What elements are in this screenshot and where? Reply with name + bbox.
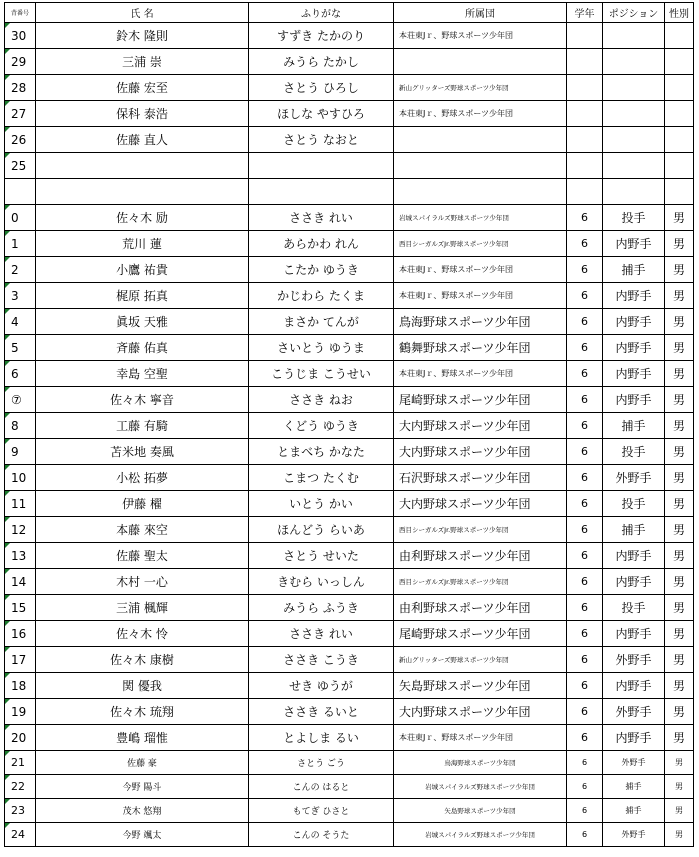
cell-position[interactable] bbox=[603, 101, 665, 127]
cell-name[interactable]: 三浦 楓輝 bbox=[36, 595, 249, 621]
cell-note-marker bbox=[5, 23, 10, 28]
cell-number[interactable]: 8 bbox=[5, 413, 36, 439]
cell-gender[interactable]: 男 bbox=[665, 823, 694, 847]
header-grade: 学年 bbox=[567, 3, 603, 23]
cell-team[interactable]: 本荘東Jｒ、野球スポーツ少年団 bbox=[394, 101, 567, 127]
cell-gender[interactable]: 男 bbox=[665, 543, 694, 569]
cell-team[interactable]: 本荘東Jｒ、野球スポーツ少年団 bbox=[394, 23, 567, 49]
cell-gender[interactable]: 男 bbox=[665, 569, 694, 595]
cell-name[interactable]: 斉藤 佑真 bbox=[36, 335, 249, 361]
cell-team[interactable]: 本荘東Jｒ、野球スポーツ少年団 bbox=[394, 257, 567, 283]
cell-position[interactable]: 捕手 bbox=[603, 257, 665, 283]
cell-grade[interactable]: 6 bbox=[567, 205, 603, 231]
cell-team[interactable]: 尾崎野球スポーツ少年団 bbox=[394, 387, 567, 413]
cell-grade[interactable]: 6 bbox=[567, 543, 603, 569]
cell-grade[interactable]: 6 bbox=[567, 361, 603, 387]
cell-name[interactable]: 幸島 空聖 bbox=[36, 361, 249, 387]
cell-note-marker bbox=[5, 361, 10, 366]
cell-team[interactable]: 本荘東Jｒ、野球スポーツ少年団 bbox=[394, 361, 567, 387]
cell-kana[interactable]: こうじま こうせい bbox=[249, 361, 394, 387]
cell-position[interactable]: 外野手 bbox=[603, 465, 665, 491]
cell-grade[interactable] bbox=[567, 153, 603, 179]
cell-name[interactable]: 本藤 來空 bbox=[36, 517, 249, 543]
cell-name[interactable]: 小松 拓夢 bbox=[36, 465, 249, 491]
cell-gender[interactable]: 男 bbox=[665, 647, 694, 673]
table-row bbox=[5, 517, 694, 543]
cell-number[interactable]: 3 bbox=[5, 283, 36, 309]
table-row bbox=[5, 413, 694, 439]
cell-name[interactable]: 三浦 崇 bbox=[36, 49, 249, 75]
cell-team[interactable] bbox=[394, 153, 567, 179]
cell-position[interactable]: 内野手 bbox=[603, 569, 665, 595]
cell-number[interactable]: 24 bbox=[5, 823, 36, 847]
cell-position[interactable] bbox=[603, 49, 665, 75]
cell-grade[interactable]: 6 bbox=[567, 465, 603, 491]
cell-gender[interactable] bbox=[665, 49, 694, 75]
table-row bbox=[5, 647, 694, 673]
cell-team[interactable]: 石沢野球スポーツ少年団 bbox=[394, 465, 567, 491]
cell-gender[interactable]: 男 bbox=[665, 361, 694, 387]
table-row bbox=[5, 465, 694, 491]
cell-note-marker bbox=[5, 465, 10, 470]
cell-team[interactable]: 矢島野球スポーツ少年団 bbox=[394, 799, 567, 823]
cell-position[interactable]: 内野手 bbox=[603, 725, 665, 751]
cell-grade[interactable] bbox=[567, 23, 603, 49]
cell-note-marker bbox=[5, 621, 10, 626]
table-row bbox=[5, 49, 694, 75]
cell-team[interactable]: 新山グリッターズ野球スポーツ少年団 bbox=[394, 75, 567, 101]
cell-team[interactable]: 大内野球スポーツ少年団 bbox=[394, 491, 567, 517]
cell-team[interactable]: 由利野球スポーツ少年団 bbox=[394, 595, 567, 621]
cell-position[interactable]: 外野手 bbox=[603, 751, 665, 775]
cell-gender[interactable]: 男 bbox=[665, 725, 694, 751]
table-row bbox=[5, 751, 694, 775]
cell-note-marker bbox=[5, 413, 10, 418]
cell-grade[interactable]: 6 bbox=[567, 725, 603, 751]
cell-kana[interactable]: さとう ひろし bbox=[249, 75, 394, 101]
table-row bbox=[5, 491, 694, 517]
cell-note-marker bbox=[5, 751, 10, 756]
cell-note-marker bbox=[5, 823, 10, 828]
cell-position[interactable]: 内野手 bbox=[603, 673, 665, 699]
cell-number[interactable]: 21 bbox=[5, 751, 36, 775]
table-row bbox=[5, 439, 694, 465]
cell-gender[interactable]: 男 bbox=[665, 335, 694, 361]
table-row bbox=[5, 75, 694, 101]
cell-name[interactable] bbox=[36, 153, 249, 179]
cell-grade[interactable]: 6 bbox=[567, 413, 603, 439]
cell-name[interactable]: 佐藤 聖太 bbox=[36, 543, 249, 569]
cell-grade[interactable]: 6 bbox=[567, 699, 603, 725]
header-position: ポジション bbox=[603, 3, 665, 23]
cell-number[interactable]: 25 bbox=[5, 153, 36, 179]
cell-kana[interactable]: ささき れい bbox=[249, 621, 394, 647]
cell-kana[interactable]: こたか ゆうき bbox=[249, 257, 394, 283]
cell-note-marker bbox=[5, 101, 10, 106]
cell-number[interactable]: 14 bbox=[5, 569, 36, 595]
cell-kana[interactable]: せき ゆうが bbox=[249, 673, 394, 699]
cell-number[interactable]: 18 bbox=[5, 673, 36, 699]
cell-position[interactable]: 外野手 bbox=[603, 699, 665, 725]
table-row bbox=[5, 205, 694, 231]
cell-kana[interactable]: かじわら たくま bbox=[249, 283, 394, 309]
cell-kana[interactable]: ささき れい bbox=[249, 205, 394, 231]
cell-position[interactable]: 内野手 bbox=[603, 335, 665, 361]
cell-name[interactable]: 苫米地 奏風 bbox=[36, 439, 249, 465]
cell-note-marker bbox=[5, 673, 10, 678]
header-number: 背番号 bbox=[5, 3, 36, 23]
cell-name[interactable]: 眞坂 天雅 bbox=[36, 309, 249, 335]
cell-note-marker bbox=[5, 231, 10, 236]
cell-grade[interactable]: 6 bbox=[567, 647, 603, 673]
cell-note-marker bbox=[5, 49, 10, 54]
roster-table bbox=[4, 2, 694, 847]
cell-grade[interactable]: 6 bbox=[567, 517, 603, 543]
cell-position[interactable] bbox=[603, 75, 665, 101]
table-row bbox=[5, 283, 694, 309]
cell-team[interactable]: 尾崎野球スポーツ少年団 bbox=[394, 621, 567, 647]
cell-name[interactable]: 佐々木 励 bbox=[36, 205, 249, 231]
table-row bbox=[5, 595, 694, 621]
cell-number[interactable]: 11 bbox=[5, 491, 36, 517]
cell-position[interactable]: 捕手 bbox=[603, 517, 665, 543]
cell-gender[interactable]: 男 bbox=[665, 283, 694, 309]
cell-number[interactable]: 27 bbox=[5, 101, 36, 127]
cell-empty[interactable] bbox=[5, 179, 36, 205]
table-row bbox=[5, 257, 694, 283]
cell-grade[interactable]: 6 bbox=[567, 387, 603, 413]
cell-position[interactable]: 捕手 bbox=[603, 775, 665, 799]
cell-team[interactable] bbox=[394, 49, 567, 75]
cell-kana[interactable]: あらかわ れん bbox=[249, 231, 394, 257]
cell-number[interactable]: 4 bbox=[5, 309, 36, 335]
cell-note-marker bbox=[5, 543, 10, 548]
cell-position[interactable]: 内野手 bbox=[603, 543, 665, 569]
cell-number[interactable]: 0 bbox=[5, 205, 36, 231]
cell-name[interactable]: 伊藤 櫂 bbox=[36, 491, 249, 517]
cell-team[interactable]: 西目シーガルズJr.野球スポーツ少年団 bbox=[394, 517, 567, 543]
cell-kana[interactable]: みうら ふうき bbox=[249, 595, 394, 621]
cell-gender[interactable]: 男 bbox=[665, 673, 694, 699]
cell-grade[interactable]: 6 bbox=[567, 569, 603, 595]
cell-team[interactable]: 大内野球スポーツ少年団 bbox=[394, 413, 567, 439]
cell-grade[interactable] bbox=[567, 127, 603, 153]
cell-note-marker bbox=[5, 153, 10, 158]
cell-note-marker bbox=[5, 283, 10, 288]
cell-kana[interactable]: きむら いっしん bbox=[249, 569, 394, 595]
cell-grade[interactable]: 6 bbox=[567, 673, 603, 699]
cell-team[interactable]: 岩城スパイラルズ野球スポーツ少年団 bbox=[394, 205, 567, 231]
cell-number[interactable]: 5 bbox=[5, 335, 36, 361]
roster-body bbox=[5, 23, 694, 847]
cell-name[interactable]: 今野 颯太 bbox=[36, 823, 249, 847]
cell-gender[interactable]: 男 bbox=[665, 231, 694, 257]
cell-team[interactable]: 西目シーガルズJr.野球スポーツ少年団 bbox=[394, 231, 567, 257]
cell-kana[interactable] bbox=[249, 153, 394, 179]
header-team: 所属団 bbox=[394, 3, 567, 23]
cell-note-marker bbox=[5, 725, 10, 730]
cell-position[interactable] bbox=[603, 153, 665, 179]
cell-number[interactable]: 29 bbox=[5, 49, 36, 75]
cell-number[interactable]: 20 bbox=[5, 725, 36, 751]
cell-kana[interactable]: くどう ゆうき bbox=[249, 413, 394, 439]
cell-kana[interactable]: さとう ごう bbox=[249, 751, 394, 775]
cell-number[interactable]: 30 bbox=[5, 23, 36, 49]
cell-gender[interactable]: 男 bbox=[665, 309, 694, 335]
cell-name[interactable]: 佐々木 怜 bbox=[36, 621, 249, 647]
cell-kana[interactable]: まさか てんが bbox=[249, 309, 394, 335]
cell-note-marker bbox=[5, 517, 10, 522]
cell-gender[interactable] bbox=[665, 23, 694, 49]
cell-number[interactable]: 17 bbox=[5, 647, 36, 673]
cell-name[interactable]: 佐々木 康樹 bbox=[36, 647, 249, 673]
cell-number[interactable]: 19 bbox=[5, 699, 36, 725]
table-row bbox=[5, 231, 694, 257]
cell-kana[interactable]: さとう せいた bbox=[249, 543, 394, 569]
cell-note-marker bbox=[5, 127, 10, 132]
table-row bbox=[5, 101, 694, 127]
cell-note-marker bbox=[5, 699, 10, 704]
cell-team[interactable]: 西目シーガルズJr.野球スポーツ少年団 bbox=[394, 569, 567, 595]
cell-empty[interactable] bbox=[394, 179, 567, 205]
cell-number[interactable]: 23 bbox=[5, 799, 36, 823]
table-row bbox=[5, 725, 694, 751]
cell-grade[interactable] bbox=[567, 49, 603, 75]
header-row bbox=[5, 3, 694, 23]
cell-team[interactable]: 本荘東Jｒ、野球スポーツ少年団 bbox=[394, 725, 567, 751]
cell-grade[interactable]: 6 bbox=[567, 595, 603, 621]
table-row bbox=[5, 387, 694, 413]
cell-number[interactable]: ⑦ bbox=[5, 387, 36, 413]
cell-name[interactable]: 小鷹 祐貴 bbox=[36, 257, 249, 283]
cell-number[interactable]: 15 bbox=[5, 595, 36, 621]
cell-grade[interactable]: 6 bbox=[567, 491, 603, 517]
cell-kana[interactable]: ささき こうき bbox=[249, 647, 394, 673]
cell-team[interactable]: 鶴舞野球スポーツ少年団 bbox=[394, 335, 567, 361]
cell-gender[interactable] bbox=[665, 101, 694, 127]
cell-team[interactable]: 大内野球スポーツ少年団 bbox=[394, 699, 567, 725]
table-row bbox=[5, 153, 694, 179]
cell-gender[interactable]: 男 bbox=[665, 465, 694, 491]
cell-kana[interactable]: いとう かい bbox=[249, 491, 394, 517]
cell-position[interactable] bbox=[603, 23, 665, 49]
table-row bbox=[5, 309, 694, 335]
cell-kana[interactable]: さいとう ゆうま bbox=[249, 335, 394, 361]
cell-grade[interactable]: 6 bbox=[567, 621, 603, 647]
cell-name[interactable]: 関 優我 bbox=[36, 673, 249, 699]
cell-number[interactable]: 2 bbox=[5, 257, 36, 283]
cell-name[interactable]: 佐藤 宏至 bbox=[36, 75, 249, 101]
cell-gender[interactable] bbox=[665, 127, 694, 153]
cell-team[interactable]: 大内野球スポーツ少年団 bbox=[394, 439, 567, 465]
cell-name[interactable]: 茂木 悠翔 bbox=[36, 799, 249, 823]
cell-number[interactable]: 12 bbox=[5, 517, 36, 543]
cell-grade[interactable]: 6 bbox=[567, 283, 603, 309]
cell-number[interactable]: 28 bbox=[5, 75, 36, 101]
cell-note-marker bbox=[5, 647, 10, 652]
table-row bbox=[5, 569, 694, 595]
cell-position[interactable]: 外野手 bbox=[603, 823, 665, 847]
cell-kana[interactable]: ほんどう らいあ bbox=[249, 517, 394, 543]
cell-grade[interactable]: 6 bbox=[567, 799, 603, 823]
cell-number[interactable]: 22 bbox=[5, 775, 36, 799]
cell-note-marker bbox=[5, 257, 10, 262]
cell-position[interactable]: 内野手 bbox=[603, 231, 665, 257]
cell-number[interactable]: 6 bbox=[5, 361, 36, 387]
cell-grade[interactable]: 6 bbox=[567, 775, 603, 799]
cell-empty[interactable] bbox=[36, 179, 249, 205]
cell-kana[interactable]: こんの はると bbox=[249, 775, 394, 799]
cell-kana[interactable]: とよしま るい bbox=[249, 725, 394, 751]
cell-position[interactable]: 投手 bbox=[603, 491, 665, 517]
header-kana: ふりがな bbox=[249, 3, 394, 23]
cell-grade[interactable]: 6 bbox=[567, 751, 603, 775]
table-row bbox=[5, 799, 694, 823]
table-row bbox=[5, 23, 694, 49]
cell-kana[interactable]: こまつ たくむ bbox=[249, 465, 394, 491]
cell-note-marker bbox=[5, 799, 10, 804]
cell-number[interactable]: 16 bbox=[5, 621, 36, 647]
cell-gender[interactable]: 男 bbox=[665, 257, 694, 283]
cell-kana[interactable]: すずき たかのり bbox=[249, 23, 394, 49]
cell-name[interactable]: 梶原 拓真 bbox=[36, 283, 249, 309]
cell-gender[interactable]: 男 bbox=[665, 413, 694, 439]
cell-note-marker bbox=[5, 439, 10, 444]
table-row bbox=[5, 775, 694, 799]
cell-team[interactable]: 矢島野球スポーツ少年団 bbox=[394, 673, 567, 699]
table-row bbox=[5, 673, 694, 699]
cell-position[interactable]: 内野手 bbox=[603, 283, 665, 309]
cell-number[interactable]: 1 bbox=[5, 231, 36, 257]
cell-gender[interactable]: 男 bbox=[665, 621, 694, 647]
table-row bbox=[5, 543, 694, 569]
table-row bbox=[5, 335, 694, 361]
cell-kana[interactable]: こんの そうた bbox=[249, 823, 394, 847]
cell-gender[interactable]: 男 bbox=[665, 699, 694, 725]
cell-empty[interactable] bbox=[603, 179, 665, 205]
cell-position[interactable]: 捕手 bbox=[603, 799, 665, 823]
cell-gender[interactable] bbox=[665, 75, 694, 101]
header-name: 氏 名 bbox=[36, 3, 249, 23]
cell-position[interactable]: 投手 bbox=[603, 595, 665, 621]
cell-note-marker bbox=[5, 775, 10, 780]
cell-name[interactable]: 木村 一心 bbox=[36, 569, 249, 595]
cell-gender[interactable]: 男 bbox=[665, 517, 694, 543]
header-gender: 性別 bbox=[665, 3, 694, 23]
cell-name[interactable]: 保科 泰浩 bbox=[36, 101, 249, 127]
cell-gender[interactable]: 男 bbox=[665, 491, 694, 517]
cell-position[interactable]: 投手 bbox=[603, 205, 665, 231]
cell-gender[interactable]: 男 bbox=[665, 439, 694, 465]
cell-gender[interactable]: 男 bbox=[665, 387, 694, 413]
cell-position[interactable]: 内野手 bbox=[603, 621, 665, 647]
cell-name[interactable]: 佐藤 豪 bbox=[36, 751, 249, 775]
cell-team[interactable] bbox=[394, 127, 567, 153]
cell-team[interactable]: 岩城スパイラルズ野球スポーツ少年団 bbox=[394, 775, 567, 799]
cell-number[interactable]: 9 bbox=[5, 439, 36, 465]
spacer-row bbox=[5, 179, 694, 205]
cell-kana[interactable]: ささき ねお bbox=[249, 387, 394, 413]
cell-team[interactable]: 本荘東Jｒ、野球スポーツ少年団 bbox=[394, 283, 567, 309]
cell-number[interactable]: 26 bbox=[5, 127, 36, 153]
roster-sheet bbox=[4, 2, 694, 847]
cell-gender[interactable]: 男 bbox=[665, 595, 694, 621]
table-row bbox=[5, 699, 694, 725]
cell-team[interactable]: 新山グリッターズ野球スポーツ少年団 bbox=[394, 647, 567, 673]
cell-gender[interactable]: 男 bbox=[665, 799, 694, 823]
cell-gender[interactable] bbox=[665, 153, 694, 179]
cell-note-marker bbox=[5, 387, 10, 392]
cell-name[interactable]: 今野 陽斗 bbox=[36, 775, 249, 799]
table-row bbox=[5, 823, 694, 847]
table-row bbox=[5, 361, 694, 387]
cell-kana[interactable]: さとう なおと bbox=[249, 127, 394, 153]
cell-position[interactable]: 内野手 bbox=[603, 387, 665, 413]
cell-name[interactable]: 荒川 蓮 bbox=[36, 231, 249, 257]
cell-note-marker bbox=[5, 205, 10, 210]
cell-team[interactable]: 鳥海野球スポーツ少年団 bbox=[394, 751, 567, 775]
cell-name[interactable]: 鈴木 隆則 bbox=[36, 23, 249, 49]
cell-team[interactable]: 由利野球スポーツ少年団 bbox=[394, 543, 567, 569]
cell-kana[interactable]: ほしな やすひろ bbox=[249, 101, 394, 127]
cell-kana[interactable]: ささき るいと bbox=[249, 699, 394, 725]
cell-note-marker bbox=[5, 75, 10, 80]
cell-grade[interactable]: 6 bbox=[567, 439, 603, 465]
cell-position[interactable] bbox=[603, 127, 665, 153]
cell-grade[interactable]: 6 bbox=[567, 309, 603, 335]
table-row bbox=[5, 621, 694, 647]
cell-note-marker bbox=[5, 491, 10, 496]
cell-name[interactable]: 佐々木 寧音 bbox=[36, 387, 249, 413]
cell-note-marker bbox=[5, 595, 10, 600]
cell-grade[interactable] bbox=[567, 101, 603, 127]
cell-grade[interactable] bbox=[567, 75, 603, 101]
cell-position[interactable]: 投手 bbox=[603, 439, 665, 465]
cell-grade[interactable]: 6 bbox=[567, 335, 603, 361]
cell-note-marker bbox=[5, 309, 10, 314]
cell-grade[interactable]: 6 bbox=[567, 823, 603, 847]
cell-team[interactable]: 岩城スパイラルズ野球スポーツ少年団 bbox=[394, 823, 567, 847]
cell-empty[interactable] bbox=[249, 179, 394, 205]
cell-grade[interactable]: 6 bbox=[567, 231, 603, 257]
cell-grade[interactable]: 6 bbox=[567, 257, 603, 283]
cell-kana[interactable]: みうら たかし bbox=[249, 49, 394, 75]
cell-name[interactable]: 工藤 有騎 bbox=[36, 413, 249, 439]
cell-team[interactable]: 鳥海野球スポーツ少年団 bbox=[394, 309, 567, 335]
cell-gender[interactable]: 男 bbox=[665, 751, 694, 775]
cell-position[interactable]: 内野手 bbox=[603, 309, 665, 335]
cell-number[interactable]: 10 bbox=[5, 465, 36, 491]
cell-position[interactable]: 外野手 bbox=[603, 647, 665, 673]
cell-empty[interactable] bbox=[665, 179, 694, 205]
cell-name[interactable]: 豊嶋 瑠惟 bbox=[36, 725, 249, 751]
cell-kana[interactable]: とまべち かなた bbox=[249, 439, 394, 465]
cell-name[interactable]: 佐藤 直人 bbox=[36, 127, 249, 153]
cell-kana[interactable]: もてぎ ひさと bbox=[249, 799, 394, 823]
cell-position[interactable]: 内野手 bbox=[603, 361, 665, 387]
cell-gender[interactable]: 男 bbox=[665, 205, 694, 231]
cell-note-marker bbox=[5, 335, 10, 340]
cell-number[interactable]: 13 bbox=[5, 543, 36, 569]
cell-name[interactable]: 佐々木 琉翔 bbox=[36, 699, 249, 725]
cell-note-marker bbox=[5, 569, 10, 574]
cell-gender[interactable]: 男 bbox=[665, 775, 694, 799]
table-row bbox=[5, 127, 694, 153]
cell-position[interactable]: 捕手 bbox=[603, 413, 665, 439]
cell-empty[interactable] bbox=[567, 179, 603, 205]
